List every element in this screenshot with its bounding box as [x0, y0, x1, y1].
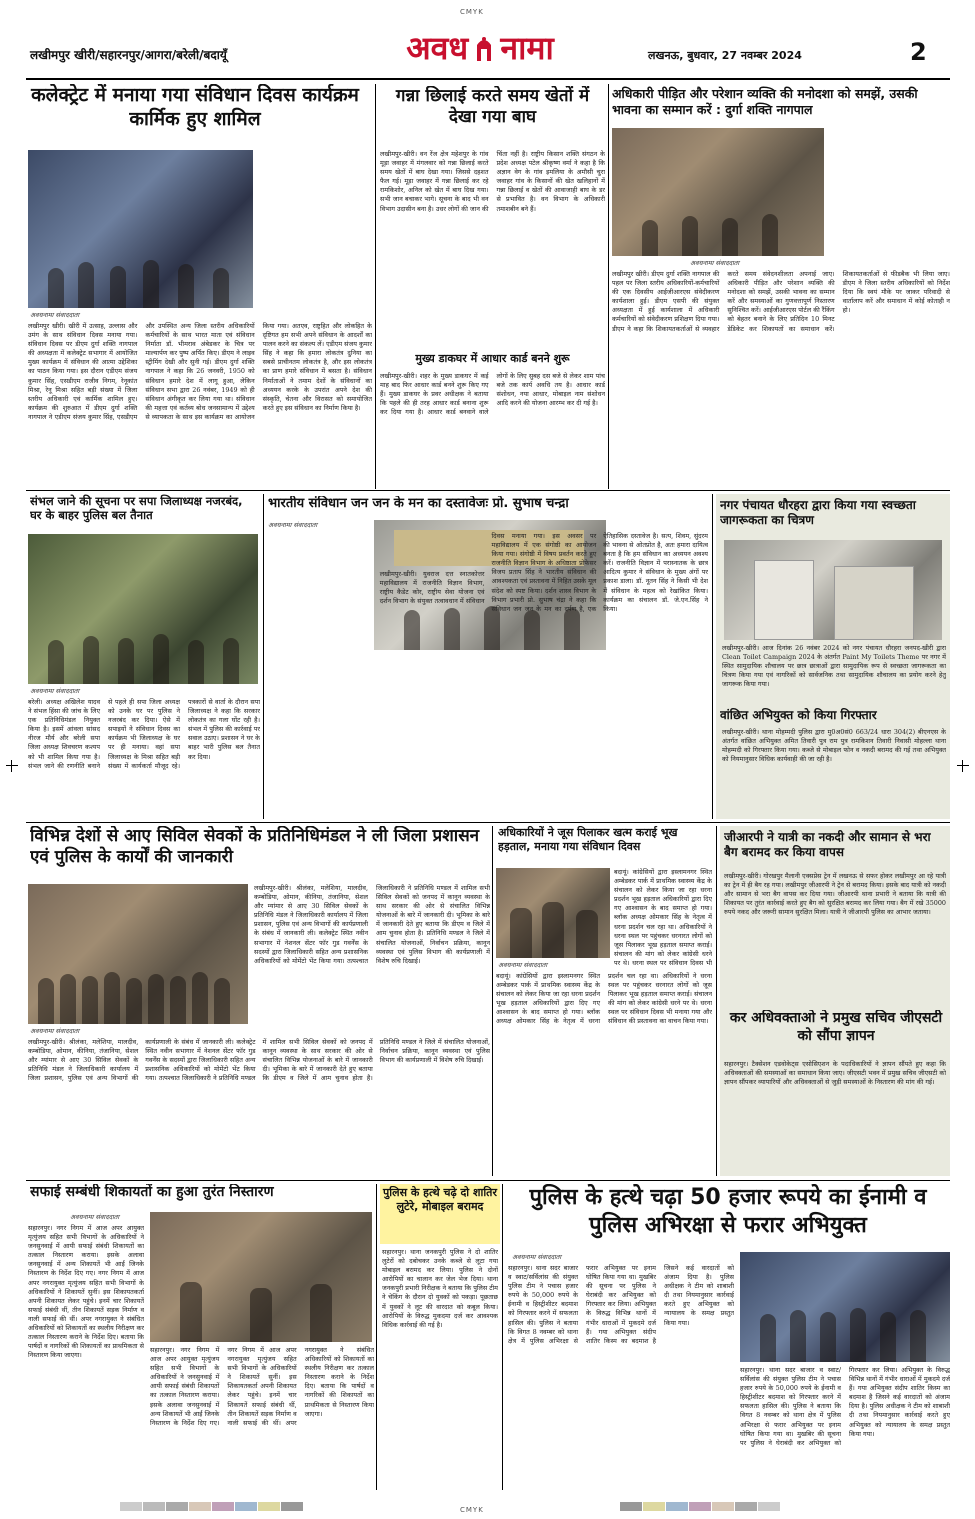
body-subhash — [268, 532, 708, 818]
masthead-right: नामा — [500, 29, 554, 67]
headline-gst: कर अधिवक्ताओ ने प्रमुख सचिव जीएसटी को सौंपा ज्ञापन — [729, 1010, 943, 1044]
body-sanitation-extra: सहारनपुर। नगर निगम में आज अपर आयुक्त मृत्युंजय सहित सभी विभागों के अधिकारियों ने जनसुनवाई में आयी सफाई संबंधी शिकायतों का तत्काल निस्तारण कराया। इसके अलावा जनसुनवाई में अन्य शिकायतें भी आईं जिनके निस्तारण के निर्देश दिए गए। नगर निगम में आज अपर नगरायुक्त मृत्युंजय सहित सभी विभागों के अधिकारियों ने शिकायतें सुनीं। इस शिकायतकर्ता अपनी शिकायत लेकर पहुंचे। इनमें चार शिकायतें सफाई संबंधी थीं, तीन शिकायतें सड़क निर्माण व नाली सफाई की थीं। अपर नगरायुक्त ने संबंधित अधिकारियों को शिकायतों का स्थलीय निरीक्षण कर तत्काल निस्तारण कराने के निर्देश दिए। बताया कि पार्षदों व नागरिकों की शिकायतों का प्राथमिकता से निस्तारण किया जाएगा। — [150, 1346, 374, 1427]
col-divider-7 — [376, 1184, 377, 1490]
photo-toilet — [724, 540, 942, 640]
photo-hunger-strike — [496, 868, 610, 958]
body-wanted-arrest: लखीमपुर-खीरी। थाना मोहम्मदी पुलिस द्वारा मु0अ0सं0 663/24 धारा 304(2) बीएनएस के अंतर्गत वांछित अभियुक्त अमित तिवारी पुत्र राम पुत्र रामकिशन तिवारी निवासी मोहल्ला थाना मोहम्मदी को गिरफ्तार किया गया। कब्जे से मोबाइल फोन व नकदी बरामद की गई तथा अभियुक्त को नियमानुसार विधिक कार्यवाही की जा रही है। — [722, 728, 946, 764]
headline-hunger-strike: अधिकारियों ने जूस पिलाकर खत्म कराई भूख हड़ताल, मनाया गया संविधान दिवस — [498, 826, 678, 853]
body-grp: लखीमपुर-खीरी। गोरखपुर मैलानी एक्सप्रेस ट्रेन में लखनऊ से सफर होकर लखीमपुर आ रहे यात्री का ट्रेन में ही बैग रह गया। लखीमपुर जीआरपी ने ट्रेन से बरामद किया। इसके बाद यात्री को नकदी और सामान से भरा बैग वापस कर दिया गया। जीआरपी थाना प्रभारी ने बताया कि यात्री की शिकायत पर तुरंत कार्रवाई करते हुए बैग को सुरक्षित बरामद कर लिया गया। बैग में रखे 35000 रुपये नकद और जरूरी सामान सुरक्षित मिला। यात्री ने जीआरपी पुलिस का आभार जताया। — [724, 872, 946, 917]
header-cities: लखीमपुर खीरी/सहारनपुर/आगरा/बरेली/बदायूँ — [30, 48, 227, 62]
headline-dm-grievance: अधिकारी पीड़ित और परेशान व्यक्ति की मनोदशा को समझें, उसकी भावना का सम्मान करें : दुर्गा शक्ति नागपाल — [612, 86, 918, 117]
cmyk-bottom: CMYK — [460, 1506, 484, 1514]
color-bar-right — [620, 1496, 781, 1515]
photo-reward — [740, 1252, 950, 1362]
headline-sugarcane: गन्ना छिलाई करते समय खेतों में देखा गया बाघ — [395, 86, 590, 128]
masthead-emblem-icon — [475, 35, 493, 61]
cmyk-top: CMYK — [460, 8, 484, 16]
headline-reward: पुलिस के हत्थे चढ़ा 50 हजार रूपये का ईनामी व पुलिस अभिरक्षा से फरार अभियुक्त — [529, 1185, 927, 1238]
body-reward-extra: सहारनपुर। थाना सदर बाजार व स्वाट/सर्विलांस की संयुक्त पुलिस टीम ने पचास हजार रुपये के 50,000 रुपये के ईनामी व हिस्ट्रीशीटर बदमाश को गिरफ्तार करने में सफलता हासिल की। पुलिस ने बताया कि विगत 8 नवम्बर को थाना क्षेत्र में पुलिस अभिरक्षा से फरार अभियुक्त पर इनाम घोषित किया गया था। मुखबिर की सूचना पर पुलिस ने घेराबंदी कर अभियुक्त को गिरफ्तार कर लिया। अभियुक्त के विरुद्ध विभिन्न थानों में गंभीर धाराओं में मुकदमे दर्ज हैं। गया अभियुक्त संदीप शातिर किस्म का बदमाश है जिसने कई वारदातों को अंजाम दिया है। पुलिस अधीक्षक ने टीम को शाबाशी दी तथा नियमानुसार कार्रवाई करते हुए अभियुक्त को न्यायालय के समक्ष प्रस्तुत किया गया। — [740, 1366, 950, 1447]
body-delegation — [28, 1038, 490, 1174]
color-bar — [120, 1496, 304, 1515]
headline-sanitation: सफाई सम्बंधी शिकायतों का हुआ तुरंत निस्तारण — [30, 1184, 274, 1200]
section-rule-1 — [26, 490, 950, 491]
caption-subhash: अवधनामा संवाददाता — [268, 521, 318, 529]
body-sanitation: सहारनपुर। नगर निगम में आज अपर आयुक्त मृत्युंजय सहित सभी विभागों के अधिकारियों ने जनसुनवाई में आयी सफाई संबंधी शिकायतों का तत्काल निस्तारण कराया। इसके अलावा जनसुनवाई में अन्य शिकायतें भी आईं जिनके निस्तारण के निर्देश दिए गए। नगर निगम में आज अपर नगरायुक्त मृत्युंजय सहित सभी विभागों के अधिकारियों ने शिकायतें सुनीं। इस शिकायतकर्ता अपनी शिकायत लेकर पहुंचे। इनमें चार शिकायतें सफाई संबंधी थीं, तीन शिकायतें सड़क निर्माण व नाली सफाई की थीं। अपर नगरायुक्त ने संबंधित अधिकारियों को शिकायतों का स्थलीय निरीक्षण कर तत्काल निस्तारण कराने के निर्देश दिए। बताया कि पार्षदों व नागरिकों की शिकायतों का प्राथमिकता से निस्तारण किया जाएगा। — [28, 1224, 144, 1360]
headline-grp: जीआरपी ने यात्री का नकदी और सामान से भरा बैग बरामद कर किया वापस — [724, 830, 931, 859]
body-sugarcane: लखीमपुर-खीरी। वन रेंज क्षेत्र महेशपुर के गांव मूड़ा जवाहर में मंगलवार को गन्ना छिलाई करते समय खेतों में बाघ देखा गया। जिससे दहशत फैल गई। मूड़ा जवाहर में गन्ना छिलाई कर रहे रामकिशोर, अनिल को खेत में बाघ दिख गया। सभी जान बचाकर भागे। सूचना के बाद भी वन विभाग उदासीन बना है। उधर लोगों की जान की चिंता नहीं है। राष्ट्रीय किसान शक्ति संगठन के प्रदेश अध्यक्ष पटेल श्रीकृष्ण वर्मा ने कहा है कि अज्ञान वेग के गांव इमलिया के अमौसी चुरा जवाहर गांव के किसानों की खेत खलिहानों में गन्ना छिलाई व खेतों की आवाजाही बाघ के डर से प्रभावित है। वन विभाग के अधिकारी तमाशबीन बने हैं। — [380, 150, 605, 213]
registration-mark-left — [6, 760, 18, 772]
header-rule — [26, 78, 950, 80]
page-number: 2 — [910, 38, 927, 66]
body-hunger-strike: बदायूं। कांग्रेसियों द्वारा इस्लामनगर स्थित अम्बेडकर पार्क में प्राथमिक स्वास्थ्य केंद्र के संचालन को लेकर किया जा रहा धरना प्रदर्शन भूख हड़ताल अधिकारियों द्वारा दिए गए आश्वासन के बाद समाप्त हो गया। ब्लॉक अध्यक्ष ओमकार सिंह के नेतृत्व में धरना प्रदर्शन चल रहा था। अधिकारियों ने धरना स्थल पर पहुंचकर धरनारत लोगों को जूस पिलाकर भूख हड़ताल समाप्त कराई। संचालन की मांग को लेकर कांग्रेसी धरने पर थे। धरना स्थल पर संविधान दिवस भी मनाया गया और संविधान की प्रस्तावना का वाचन किया गया। — [496, 972, 712, 1026]
caption-hunger-strike: अवधनामा संवाददाता — [498, 961, 548, 969]
section-rule-2 — [26, 822, 950, 823]
masthead — [380, 26, 580, 76]
masthead-left: अवध — [406, 29, 469, 67]
body-dm-grievance: लखीमपुर खीरी। डीएम दुर्गा शक्ति नागपाल की पहल पर जिला स्तरीय अधिकारियों-कर्मचारियों की एक दिवसीय आईजीआरएस संवेदीकरण कार्यशाला हुई। डीएम एसपी की संयुक्त अध्यक्षता में हुई कार्यशाला में अधिकारी कर्मचारियों को संवेदीकरण प्रशिक्षण दिया गया। डीएम ने कहा कि शिकायतकर्ताओं से व्यवहार करते समय संवेदनशीलता अपनाई जाए। अधिकारी पीड़ित और परेशान व्यक्ति की मनोदशा को समझें, उसकी भावना का सम्मान करें और समस्याओं का गुणवत्तापूर्ण निस्तारण सुनिश्चित करें। आईजीआरएस पोर्टल की रैंकिंग को बेहतर बनाने के लिए प्रतिदिन 10 मिनट डेडिकेट कर शिकायतों का समाधान करें। शिकायतकर्ताओं से फीडबैक भी लिया जाए। डीएम ने जिला स्तरीय अधिकारियों को निर्देश दिया कि स्वयं मौके पर जाकर परिवादी से वार्तालाप करें और समाधान में कोई कोताही न हो। — [612, 270, 950, 333]
caption-delegation: अवधनामा संवाददाता — [30, 1027, 80, 1035]
headline-wanted-arrest: वांछित अभियुक्त को किया गिरफ्तार — [720, 708, 877, 722]
registration-mark-right — [957, 760, 969, 772]
col-divider-3 — [263, 494, 264, 819]
body-reward: सहारनपुर। थाना सदर बाजार व स्वाट/सर्विलांस की संयुक्त पुलिस टीम ने पचास हजार रुपये के 50,000 रुपये के ईनामी व हिस्ट्रीशीटर बदमाश को गिरफ्तार करने में सफलता हासिल की। पुलिस ने बताया कि विगत 8 नवम्बर को थाना क्षेत्र में पुलिस अभिरक्षा से फरार अभियुक्त पर इनाम घोषित किया गया था। मुखबिर की सूचना पर पुलिस ने घेराबंदी कर अभियुक्त को गिरफ्तार कर लिया। अभियुक्त के विरुद्ध विभिन्न थानों में गंभीर धाराओं में मुकदमे दर्ज हैं। गया अभियुक्त संदीप शातिर किस्म का बदमाश है जिसने कई वारदातों को अंजाम दिया है। पुलिस अधीक्षक ने टीम को शाबाशी दी तथा नियमानुसार कार्रवाई करते हुए अभियुक्त को न्यायालय के समक्ष प्रस्तुत किया गया। — [508, 1264, 734, 1345]
col-divider-6 — [716, 826, 717, 1176]
headline-toilet: नगर पंचायत धौरहरा द्वारा किया गया स्वच्छता जागरूकता का चित्रण — [720, 498, 916, 527]
caption-constitution-day: अवधनामा संवाददाता — [30, 311, 80, 319]
headline-robbers: पुलिस के हत्थे चढ़े दो शातिर लुटेरे, मोबाइल बरामद — [383, 1186, 497, 1213]
section-rule-3 — [26, 1180, 950, 1181]
col-divider-2 — [608, 84, 609, 489]
col-divider-1 — [375, 84, 376, 489]
caption-reward: अवधनामा संवाददाता — [512, 1253, 562, 1261]
body-delegation-text: लखीमपुर-खीरी। श्रीलंका, मलेशिया, मालदीव, कम्बोडिया, ओमान, कीनिया, तंजानिया, सेशल और म्यांमार से आए 30 सिविल सेवकों के प्रतिनिधि मंडल ने जिलाधिकारी कार्यालय में जिला प्रशासन, पुलिस एवं अन्य विभागों की कार्यप्रणाली के संबंध में जानकारी ली। कलेक्ट्रेट स्थित नवीन सभागार में नेशनल सेंटर फॉर गुड गवर्नेंस के सदस्यों द्वारा जिलाधिकारी सहित अन्य प्रशासनिक अधिकारियों को मोमेंटो भेंट किया गया। तत्पश्चात जिलाधिकारी ने प्रतिनिधि मण्डल में शामिल सभी सिविल सेवकों को जनपद में कानून व्यवस्था के साथ सरकार की ओर से संचालित विभिन्न योजनाओं के बारे में जानकारी दी। भूमिका के बारे में जानकारी देते हुए बताया कि डीएम व जिले में आम चुनाव होता है। प्रतिनिधि मण्डल ने जिले में संचालित योजनाओं, निर्वाचन प्रक्रिया, कानून व्यवस्था एवं पुलिस विभाग की कार्यप्रणाली में विशेष रुचि दिखाई। — [28, 1038, 490, 1083]
body-hunger-strike-side: बदायूं। कांग्रेसियों द्वारा इस्लामनगर स्थित अम्बेडकर पार्क में प्राथमिक स्वास्थ्य केंद्र के संचालन को लेकर किया जा रहा धरना प्रदर्शन भूख हड़ताल अधिकारियों द्वारा दिए गए आश्वासन के बाद समाप्त हो गया। ब्लॉक अध्यक्ष ओमकार सिंह के नेतृत्व में धरना प्रदर्शन चल रहा था। अधिकारियों ने धरना स्थल पर पहुंचकर धरनारत लोगों को जूस पिलाकर भूख हड़ताल समाप्त कराई। संचालन की मांग को लेकर कांग्रेसी धरने पर थे। धरना स्थल पर संविधान दिवस भी — [614, 868, 712, 967]
headline-constitution-day: कलेक्ट्रेट में मनाया गया संविधान दिवस कार्यक्रम कार्मिक हुए शामिल — [31, 84, 359, 130]
photo-constitution-day — [28, 150, 253, 308]
headline-sambhal: संभल जाने की सूचना पर सपा जिलाध्यक्ष नजरबंद, घर के बाहर पुलिस बल तैनात — [30, 494, 243, 523]
body-gst: सहारनपुर। टैक्सेशन एडवोकेट्स एसोसिएशन के पदाधिकारियों ने ज्ञापन सौंपते हुए कहा कि अधिवक्ताओं की समस्याओं का समाधान किया जाए। जीएसटी भवन में प्रमुख सचिव जीएसटी को ज्ञापन सौंपकर व्यापारियों और अधिवक्ताओं से जुड़ी समस्याओं के निस्तारण की मांग की गई। — [724, 1060, 946, 1087]
caption-dm-grievance: अवधनामा संवाददाता — [690, 259, 740, 267]
photo-dm-grievance — [612, 128, 824, 256]
headline-delegation: विभिन्न देशों से आए सिविल सेवकों के प्रतिनिधिमंडल ने ली जिला प्रशासन एवं पुलिस के कार्यों की जानकारी — [30, 826, 480, 868]
col-divider-5 — [492, 826, 493, 1176]
body-robbers: सहारनपुर। थाना जनकपुरी पुलिस ने दो शातिर लुटेरों को दबोचकर उनके कब्जे से लूटा गया मोबाइल बरामद कर लिया। पुलिस ने दोनों आरोपियों का चालान कर जेल भेज दिया। थाना जनकपुरी प्रभारी निरीक्षक ने बताया कि पुलिस टीम ने चेकिंग के दौरान दो युवकों को पकड़ा। पूछताछ में युवकों ने लूट की वारदात को कबूल किया। आरोपियों के विरुद्ध मुकदमा दर्ज कर आवश्यक विधिक कार्रवाई की गई है। — [382, 1248, 498, 1329]
body-subhash-text: लखीमपुर-खीरी। युवराज दत्त स्नातकोत्तर महाविद्यालय में राजनीति विज्ञान विभाग, राष्ट्रीय कैडेट कोर, राष्ट्रीय सेवा योजना एवं दर्शन विभाग के संयुक्त तत्वावधान में संविधान दिवस मनाया गया। इस अवसर पर महाविद्यालय में एक संगोष्ठी का आयोजन किया गया। संगोष्ठी में विषय प्रवर्तन करते हुए राजनीति विज्ञान विभाग के अधिष्ठाता प्रोफेसर विजय प्रताप सिंह ने भारतीय संविधान की आवश्यकता एवं प्रस्तावना में निहित उसके मूल संदेश को स्पष्ट किया। दर्शन शास्त्र विभाग के विभाग प्रभारी प्रो. सुभाष चंद्रा ने कहा कि संविधान जन जन के मन का दर्पण है, एक ऐतिहासिक दस्तावेज है। सत्य, शिवम, सुंदरम की भावना से ओतप्रोत है, अतः हमारा दायित्व बनता है कि हम संविधान का अध्ययन अवश्य करें। राजनीति विज्ञान में परास्नातक के छात्र आदित्य कुमार ने संविधान के मुख्य अंगों पर प्रकाश डाला। डॉ. नूतन सिंह ने किसी भी देश में संविधान के महत्व को रेखांकित किया। कार्यक्रम का संचालन डॉ. जे.एन.सिंह ने किया। — [379, 532, 708, 613]
dateline: लखनऊ, बुधवार, 27 नवम्बर 2024 — [648, 49, 802, 62]
photo-sambhal — [28, 534, 258, 684]
headline-aadhaar: मुख्य डाकघर में आधार कार्ड बनने शुरू — [415, 352, 570, 365]
caption-sanitation: अवधनामा संवाददाता — [70, 1213, 120, 1221]
col-divider-4 — [712, 494, 713, 819]
body-toilet: लखीमपुर-खीरी। आज दिनांक 26 नवंबर 2024 को नगर पंचायत धौरहरा जनपद-खीरी द्वारा Clean Toilet Campaign 2024 के अंतर्गत Paint My Toilets Theme पर नगर में स्थित सामुदायिक शौचालय पर छात्र छात्राओं द्वारा सामुदायिक रूप से स्वच्छता जागरूकता का चित्रण किया गया एवं नागरिकों को सार्वजनिक तथा सामुदायिक शौचालय का प्रयोग करने हेतु जागरूक किया गया। — [722, 644, 946, 689]
body-delegation-extra: लखीमपुर-खीरी। श्रीलंका, मलेशिया, मालदीव, कम्बोडिया, ओमान, कीनिया, तंजानिया, सेशल और म्यांमार से आए 30 सिविल सेवकों के प्रतिनिधि मंडल ने जिलाधिकारी कार्यालय में जिला प्रशासन, पुलिस एवं अन्य विभागों की कार्यप्रणाली के संबंध में जानकारी ली। कलेक्ट्रेट स्थित नवीन सभागार में नेशनल सेंटर फॉर गुड गवर्नेंस के सदस्यों द्वारा जिलाधिकारी सहित अन्य प्रशासनिक अधिकारियों को मोमेंटो भेंट किया गया। तत्पश्चात जिलाधिकारी ने प्रतिनिधि मण्डल में शामिल सभी सिविल सेवकों को जनपद में कानून व्यवस्था के साथ सरकार की ओर से संचालित विभिन्न योजनाओं के बारे में जानकारी दी। भूमिका के बारे में जानकारी देते हुए बताया कि डीएम व जिले में आम चुनाव होता है। प्रतिनिधि मण्डल ने जिले में संचालित योजनाओं, निर्वाचन प्रक्रिया, कानून व्यवस्था एवं पुलिस विभाग की कार्यप्रणाली में विशेष रुचि दिखाई। — [254, 884, 490, 965]
body-aadhaar: लखीमपुर-खीरी। शहर के मुख्य डाकघर में कई माह बाद फिर आधार कार्ड बनने शुरू किए गए हैं। मुख्य डाकघर के प्रवर अधीक्षक ने बताया कि पहले की ही तरह आधार कार्ड बनाना शुरू कर दिया गया है। आधार कार्ड बनवाने वाले लोगों के लिए सुबह दस बजे से लेकर शाम पांच बजे तक कार्य अवधि तय है। आधार कार्ड संशोधन, नया आधार, मोबाइल नाम संशोधन आदि करने की योजना आरम्भ कर दी गई है। — [380, 372, 605, 417]
caption-sambhal: अवधनामा संवाददाता — [30, 687, 80, 695]
photo-sanitation — [150, 1212, 372, 1342]
body-constitution-day: लखीमपुर खीरी। खीरी में उत्साह, उल्लास और उमंग के साथ संविधान दिवस मनाया गया। संविधान दिवस पर डीएम दुर्गा शक्ति नागपाल की अध्यक्षता में कलेक्ट्रेट सभागार में आयोजित मुख्य कार्यक्रम में संविधान की आत्मा उद्देशिका का पाठन किया गया। इस दौरान एडीएम संजय कुमार सिंह, एसडीएम राजीव निगम, रेनूकांत मिश्रा, रेनू मिश्रा सहित बड़ी संख्या में जिला स्तरीय अधिकारी एवं कार्मिक शामिल हुए। कार्यक्रम की शुरुआत में डीएम दुर्गा शक्ति नागपाल ने एडीएम संजय कुमार सिंह, एसडीएम और उपस्थित अन्य जिला स्तरीय अधिकारियों कर्मचारियों के साथ भारत माता एवं संविधान निर्माता डॉ. भीमराव अंबेडकर के चित्र पर माल्यार्पण कर पुष्प अर्पित किए। डीएम ने लाइव स्ट्रीमिंग देखी और सुनी गई। डीएम दुर्गा शक्ति नागपाल ने कहा कि 26 जनवरी, 1950 को संविधान हमारे देश में लागू हुआ, लेकिन संविधान सभा द्वारा 26 नवंबर, 1949 को ही संविधान अंगीकृत कर लिया गया था। संविधान की महत्ता एवं कर्तव्य बोध जनसामान्य में उद्देश्य से व्यापकता के साथ इस कार्यक्रम का आयोजन किया गया। अतएव, राष्ट्रहित और लोकहित के दृष्टिगत हम सभी अपने संविधान के आदर्शों का पालन करने का संकल्प लें। एडीएम संजय कुमार सिंह ने कहा कि हमारा लोकतंत्र दुनिया का सबसे प्राचीनतम लोकतंत्र है, और इस लोकतंत्र का प्राण हमारे संविधान में बसता है। संविधान निर्माताओं ने तमाम देशों के संविधानों का अध्ययन करके के उपरांत अपने देश की संस्कृति, चेतना और विरासत को समायोजित करते हुए इस संविधान का निर्माण किया है। — [28, 322, 372, 421]
body-sambhal: बरेली। अध्यक्ष अखिलेश यादव ने संभल हिंसा की जांच के लिए एक प्रतिनिधिमंडल नियुक्त किया है। इसमें आंवला सांसद नीरज मौर्य और बरेली सपा जिला अध्यक्ष शिवचरण कश्यप को भी शामिल किया गया है। संभल जाने की रणनीति बनाने से पहले ही सपा जिला अध्यक्ष को उनके घर पर पुलिस ने नजरबंद कर दिया। ऐसे में सपाइयों ने संविधान दिवस का कार्यक्रम भी जिलाध्यक्ष के घर पर ही मनाया। वहां सपा जिलाध्यक्ष के मिश्रा सहित बड़ी संख्या में कार्यकर्ता मौजूद रहे। पत्रकारों से वार्ता के दौरान सपा जिलाध्यक्ष ने कहा कि सरकार लोकतंत्र का गला घोंट रही है। संभल में पुलिस की कार्रवाई पर सवाल उठाए। प्रशासन ने घर के बाहर भारी पुलिस बल तैनात कर दिया। — [28, 698, 260, 770]
col-divider-8 — [502, 1184, 503, 1490]
headline-subhash: भारतीय संविधान जन जन के मन का दस्तावेजः प्रो. सुभाष चन्द्रा — [268, 496, 569, 511]
photo-delegation — [28, 884, 248, 1024]
